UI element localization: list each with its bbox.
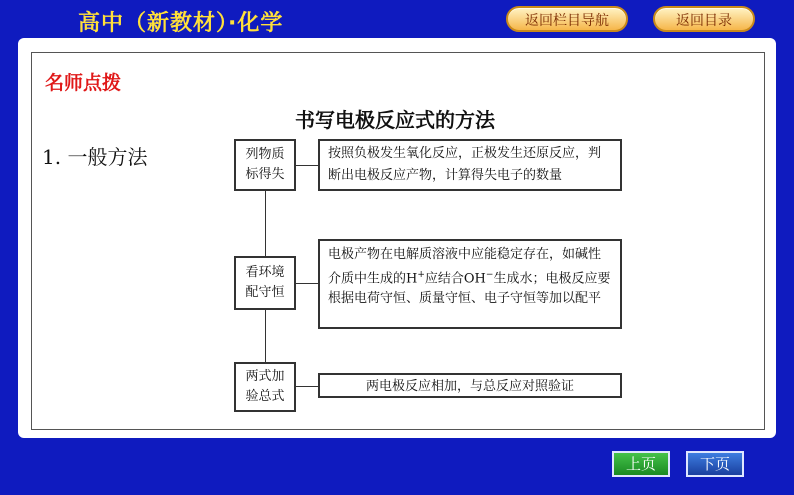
step-box-1: 列物质 标得失 <box>234 139 296 191</box>
superscript: + <box>417 270 425 280</box>
main-title: 书写电极反应式的方法 <box>295 108 495 132</box>
step-description-3: 两电极反应相加，与总反应对照验证 <box>318 373 622 398</box>
flow-connector <box>265 310 266 362</box>
back-to-contents-button[interactable]: 返回目录 <box>653 6 755 32</box>
desc-text: 生成水；电极反应要根据电荷守恒、质量守恒、电子守恒等加以配平 <box>328 271 611 307</box>
section-tag: 名师点拨 <box>45 72 122 94</box>
sub-heading: 1. 一般方法 <box>42 145 148 169</box>
flow-connector <box>296 283 318 284</box>
step-box-2: 看环境 配守恒 <box>234 256 296 310</box>
next-page-button[interactable]: 下页 <box>686 451 744 477</box>
step-box-3: 两式加 验总式 <box>234 362 296 412</box>
page-title: 高中（新教材）·化学 <box>78 11 284 36</box>
flow-connector <box>265 191 266 256</box>
superscript: − <box>485 270 494 280</box>
step-description-2 <box>318 239 622 329</box>
prev-page-button[interactable]: 上页 <box>612 451 670 477</box>
desc-text: 应结合OH <box>424 271 486 287</box>
desc-text: 电极产物在电解质溶液中应能稳定存在，如碱性介质中生成的H <box>328 247 602 287</box>
back-to-section-nav-button[interactable]: 返回栏目导航 <box>506 6 628 32</box>
flow-connector <box>296 165 318 166</box>
flow-connector <box>296 386 318 387</box>
step-description-1: 按照负极发生氧化反应，正极发生还原反应，判断出电极反应产物，计算得失电子的数量 <box>318 139 622 191</box>
